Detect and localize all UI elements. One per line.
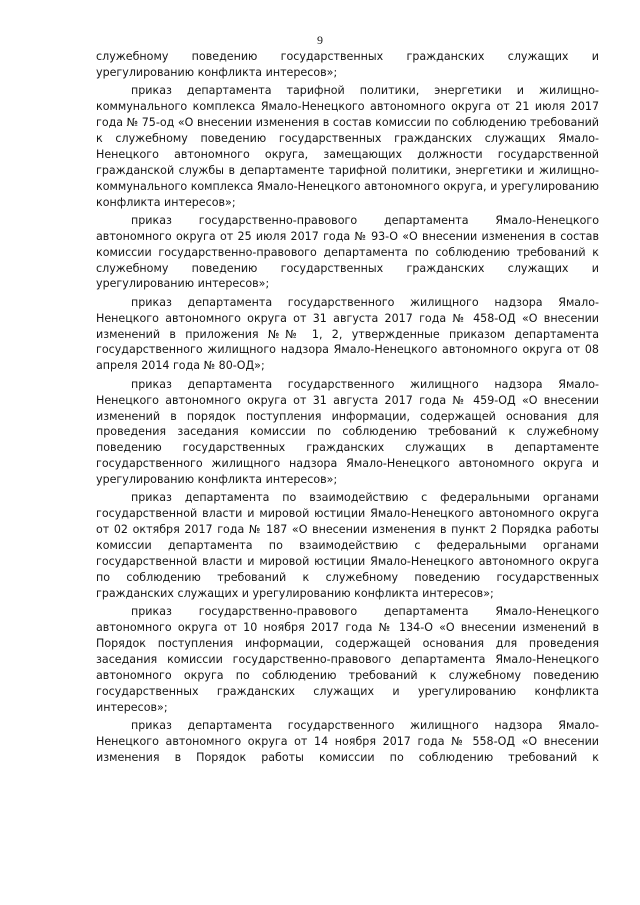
paragraph: приказ департамента тарифной политики, энергетики и жилищно-коммунального комплекса Ямало-Ненецкого автономного округа от 21 июля 2017 года № 75-од «О внесении изменения в состав комиссии по соблюдению требований к служебному поведению государственных гражданских служащих Ямало-Ненецкого автономного округа, замещающих должности государственной гражданской службы в департаменте тарифной политики, энергетики и жилищно-коммунального комплекса Ямало-Ненецкого автономного округа, и урегулированию конфликта интересов»; xyxy=(96,84,599,209)
paragraph: служебному поведению государственных гражданских служащих и урегулированию конфликта интересов»; xyxy=(96,50,599,79)
paragraph: приказ государственно-правового департамента Ямало-Ненецкого автономного округа от 25 июля 2017 года № 93-О «О внесении изменения в состав комиссии государственно-правового департамента по соблюдению требований к служебному поведению государственных гражданских служащих и урегулированию интересов»; xyxy=(96,213,599,291)
paragraph: приказ департамента государственного жилищного надзора Ямало-Ненецкого автономного округа от 14 ноября 2017 года № 558-ОД «О внесении изменения в Порядок работы комиссии по соблюдению требований к xyxy=(96,718,599,764)
paragraph: приказ департамента государственного жилищного надзора Ямало-Ненецкого автономного округа от 31 августа 2017 года № 459-ОД «О внесении изменений в порядок поступления информации, содержащей основания для проведения заседания комиссии по соблюдению требований к служебному поведению государственных гражданских служащих в департаменте государственного жилищного надзора Ямало-Ненецкого автономного округа и урегулированию конфликта интересов»; xyxy=(96,377,599,487)
document-body xyxy=(96,49,599,768)
paragraph: приказ государственно-правового департамента Ямало-Ненецкого автономного округа от 10 ноября 2017 года № 134-О «О внесении изменений в Порядок поступления информации, содержащей основания для проведения заседания комиссии государственно-правового департамента Ямало-Ненецкого автономного округа по соблюдению требований к служебному поведению государственных гражданских служащих и урегулированию конфликта интересов»; xyxy=(96,605,599,714)
page-number: 9 xyxy=(317,33,323,47)
paragraph: приказ департамента по взаимодействию с федеральными органами государственной власти и мировой юстиции Ямало-Ненецкого автономного округа от 02 октября 2017 года № 187 «О внесении изменения в пункт 2 Порядка работы комиссии департамента по взаимодействию с федеральными органами государственной власти и мировой юстиции Ямало-Ненецкого автономного округа по соблюдению требований к служебному поведению государственных гражданских служащих и урегулированию конфликта интересов»; xyxy=(96,491,599,600)
paragraph: приказ департамента государственного жилищного надзора Ямало-Ненецкого автономного округа от 31 августа 2017 года № 458-ОД «О внесении изменений в приложения №№ 1, 2, утвержденные приказом департамента государственного жилищного надзора Ямало-Ненецкого автономного округа от 08 апреля 2014 года № 80-ОД»; xyxy=(96,295,599,373)
